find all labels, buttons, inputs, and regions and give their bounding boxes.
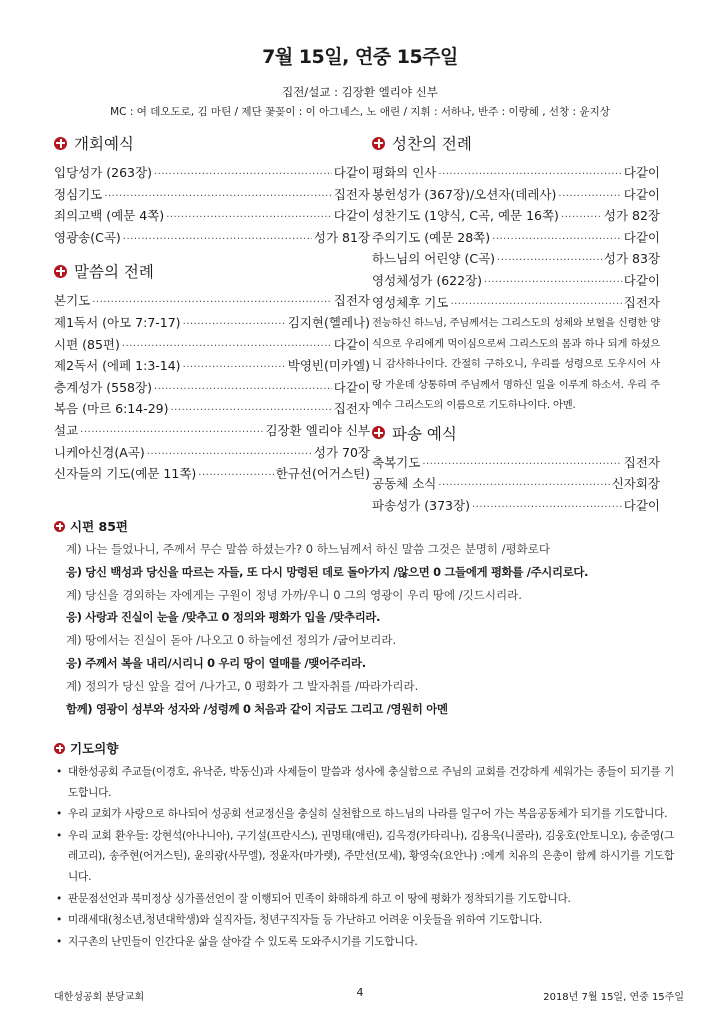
list-item: • 우리 교회가 사랑으로 하나되어 성공회 선교정신을 충실히 실천함으로 하느님의 나라를 일구어 가는 복음공동체가 되기를 기도합니다. bbox=[54, 804, 674, 825]
psalm-verse-leader: 계) 나는 들었나니, 주께서 무슨 말씀 하셨는가? 0 하느님께서 하신 말씀 그것은 분명히 /평화로다 bbox=[66, 542, 550, 556]
order-row bbox=[54, 442, 370, 464]
leader-dots bbox=[154, 379, 332, 401]
gathering-list bbox=[54, 162, 370, 248]
order-value: 한규선(어거스틴) bbox=[275, 466, 370, 482]
section-title: 시편 85편 bbox=[70, 519, 128, 534]
order-row bbox=[54, 377, 370, 399]
order-value: 다같이 bbox=[333, 165, 370, 180]
order-value: 신자회장 bbox=[611, 476, 660, 492]
order-label: 영광송(C곡) bbox=[54, 229, 121, 245]
left-column bbox=[54, 132, 370, 485]
psalm-verse-together: 함께) 영광이 성부와 성자와 /성령께 0 처음과 같이 지금도 그리고 /영원히 아멘 bbox=[66, 701, 448, 716]
list-item: • 대한성공회 주교들(이경호, 유낙준, 박동신)과 사제들이 말씀과 성사에 충실함으로 주님의 교회를 건강하게 세워가는 종들이 되기를 기도합니다. bbox=[54, 762, 674, 803]
leader-dots bbox=[497, 250, 602, 272]
post-communion-prayer: 전능하신 하느님, 주님께서는 그리스도의 성체와 보혈을 신령한 양식으로 우리에게 먹이심으로써 그리스도의 몸과 하나 되게 하셨으니 감사하나이다. 간절히 구하오니, 우리를 성령으로 도우시어 사랑 가운데 상통하며 주님께서 명하신 일을 이루게 하소서. 우리 주 예수 그리스도의 이름으로 기도하나이다. 아멘. bbox=[372, 317, 660, 412]
leader-dots bbox=[558, 186, 621, 208]
order-row bbox=[54, 162, 370, 184]
list-item: • 우리 교회 환우들: 강현석(아나니아), 구기설(프란시스), 권명태(애린), 김옥경(카타리나), 김용욱(니콜라), 김웅호(안토니오), 송준영(그레고리), 송주현(어거스틴), 윤의광(사무엘), 정윤자(마가렛), 주만선(모세), 황영숙(요안나) :에게 치유의 은총이 함께 하시기를 기도합니다. bbox=[54, 826, 674, 888]
order-row bbox=[54, 334, 370, 356]
order-value: 김지현(헬레나) bbox=[287, 314, 370, 330]
order-value: 성가 70장 bbox=[313, 444, 370, 460]
order-label: 영성체성가 (622장) bbox=[372, 272, 483, 288]
order-row bbox=[54, 420, 370, 442]
section-title: 기도의향 bbox=[70, 741, 119, 756]
leader-dots bbox=[438, 475, 609, 497]
order-value: 다같이 bbox=[623, 165, 660, 180]
leader-dots bbox=[80, 422, 263, 444]
leader-dots bbox=[154, 164, 332, 186]
order-label: 설교 bbox=[54, 422, 79, 438]
intentions-heading bbox=[54, 738, 674, 758]
order-label: 공동체 소식 bbox=[372, 476, 437, 492]
leader-dots bbox=[92, 292, 332, 314]
leader-dots bbox=[484, 272, 622, 294]
order-row bbox=[54, 312, 370, 334]
psalm-verse-response: 응) 당신 백성과 당신을 따르는 자들, 또 다시 망령된 데로 돌아가지 /않으면 0 그들에게 평화를 /주시리로다. bbox=[66, 564, 589, 579]
order-row bbox=[372, 205, 660, 227]
order-label: 신자들의 기도(예문 11쪽) bbox=[54, 466, 197, 482]
order-row bbox=[372, 270, 660, 292]
order-label: 시편 (85편) bbox=[54, 336, 120, 352]
leader-dots bbox=[561, 207, 602, 229]
cross-icon bbox=[372, 426, 385, 439]
order-value: 박영빈(미카엘) bbox=[287, 358, 370, 374]
order-row bbox=[54, 184, 370, 206]
order-row bbox=[372, 452, 660, 474]
cross-icon bbox=[54, 265, 67, 278]
order-row bbox=[54, 290, 370, 312]
order-value: 다같이 bbox=[623, 497, 660, 513]
leader-dots bbox=[147, 444, 312, 466]
order-row bbox=[372, 292, 660, 314]
psalm-verse-response: 응) 사랑과 진실이 눈을 /맞추고 0 정의와 평화가 입을 /맞추리라. bbox=[66, 610, 381, 625]
order-value: 집전자 bbox=[623, 454, 660, 470]
leader-dots bbox=[492, 229, 622, 251]
order-label: 복음 (마르 6:14-29) bbox=[54, 401, 169, 417]
word-heading bbox=[54, 260, 370, 282]
intentions-list bbox=[54, 762, 674, 952]
order-row bbox=[54, 227, 370, 249]
section-title: 말씀의 전례 bbox=[74, 263, 154, 282]
psalm-verse-response: 응) 주께서 복을 내리/시리니 0 우리 땅이 열매를 /맺어주리라. bbox=[66, 655, 366, 670]
footer-date: 2018년 7월 15일, 연중 15주일 bbox=[543, 992, 684, 1003]
order-label: 하느님의 어린양 (C곡) bbox=[372, 251, 496, 267]
cross-icon bbox=[54, 743, 65, 754]
order-value: 집전자 bbox=[623, 294, 660, 310]
right-column bbox=[372, 132, 660, 516]
order-value: 성가 81장 bbox=[313, 229, 370, 245]
order-value: 다같이 bbox=[623, 272, 660, 288]
order-label: 축복기도 bbox=[372, 454, 421, 470]
order-row bbox=[372, 184, 660, 206]
order-label: 입당성가 (263장) bbox=[54, 165, 152, 180]
order-label: 니케아신경(A곡) bbox=[54, 444, 145, 460]
order-value: 다같이 bbox=[333, 379, 370, 395]
order-label: 본기도 bbox=[54, 293, 91, 309]
order-value: 집전자 bbox=[333, 401, 370, 417]
celebrant-line: 집전/설교 : 김장환 엘리야 신부 bbox=[282, 85, 438, 99]
order-value: 김장환 엘리야 신부 bbox=[265, 422, 370, 438]
footer-church: 대한성공회 분당교회 bbox=[54, 992, 145, 1003]
dismissal-heading bbox=[372, 422, 660, 444]
leader-dots bbox=[104, 186, 331, 208]
leader-dots bbox=[123, 229, 312, 251]
word-list bbox=[54, 290, 370, 484]
dismissal-list bbox=[372, 452, 660, 517]
psalm-heading bbox=[54, 516, 674, 536]
order-row bbox=[372, 162, 660, 184]
order-row bbox=[54, 355, 370, 377]
order-row bbox=[54, 205, 370, 227]
leader-dots bbox=[183, 314, 286, 336]
order-row bbox=[54, 463, 370, 485]
order-label: 평화의 인사 bbox=[372, 165, 437, 180]
leader-dots bbox=[122, 336, 332, 358]
order-label: 봉헌성가 (367장)/오션자(데레사) bbox=[372, 186, 557, 202]
order-row bbox=[372, 473, 660, 495]
order-label: 영성체후 기도 bbox=[372, 294, 449, 310]
order-value: 다같이 bbox=[623, 229, 660, 245]
order-value: 집전자 bbox=[333, 186, 370, 202]
order-row bbox=[372, 248, 660, 270]
order-label: 성찬기도 (1양식, C곡, 예문 16쪽) bbox=[372, 208, 559, 224]
page-number: 4 bbox=[356, 986, 364, 999]
order-label: 주의기도 (예문 28쪽) bbox=[372, 229, 491, 245]
order-value: 다같이 bbox=[333, 336, 370, 352]
psalm-verse-leader: 계) 정의가 당신 앞을 걸어 /나가고, 0 평화가 그 발자취를 /따라가리라. bbox=[66, 678, 419, 693]
section-title: 파송 예식 bbox=[392, 424, 457, 443]
psalm-verse-leader: 계) 당신을 경외하는 자에게는 구원이 정녕 가까/우니 0 그의 영광이 우리 땅에 /깃드시리라. bbox=[66, 587, 522, 602]
prayer-intentions bbox=[54, 738, 674, 953]
roles-line: MC : 여 데오도로, 김 마틴 / 제단 꽃꽂이 : 이 아그네스, 노 애린 / 지휘 : 서하나, 반주 : 이랑혜 , 선창 : 윤지상 bbox=[110, 106, 610, 118]
order-row bbox=[372, 495, 660, 517]
order-label: 층계성가 (558장) bbox=[54, 379, 152, 395]
section-title: 성찬의 전례 bbox=[392, 135, 472, 153]
leader-dots bbox=[166, 207, 332, 229]
order-label: 죄의고백 (예문 4쪽) bbox=[54, 208, 165, 224]
list-item: • 판문점선언과 북미정상 싱가폴선언이 잘 이행되어 민족이 화해하게 하고 이 땅에 평화가 정착되기를 기도합니다. bbox=[54, 889, 674, 910]
leader-dots bbox=[422, 454, 621, 476]
cross-icon bbox=[54, 137, 67, 150]
order-label: 정심기도 bbox=[54, 186, 103, 202]
list-item: • 미래세대(청소년,청년대학생)와 실직자들, 청년구직자들 등 가난하고 어려운 이웃들을 위하여 기도합니다. bbox=[54, 910, 674, 931]
order-value: 성가 83장 bbox=[603, 251, 660, 267]
page-title: 7월 15일, 연중 15주일 bbox=[262, 46, 458, 68]
order-value: 집전자 bbox=[333, 293, 370, 309]
order-value: 다같이 bbox=[623, 186, 660, 202]
order-value: 다같이 bbox=[333, 208, 370, 224]
leader-dots bbox=[171, 400, 332, 422]
cross-icon bbox=[372, 137, 385, 150]
gathering-heading bbox=[54, 132, 370, 154]
order-row bbox=[54, 398, 370, 420]
psalm-verse-leader: 계) 땅에서는 진실이 돋아 /나오고 0 하늘에선 정의가 /굽어보리라. bbox=[66, 633, 397, 648]
psalm-section bbox=[54, 516, 674, 720]
cross-icon bbox=[54, 521, 65, 532]
section-title: 개회예식 bbox=[74, 135, 134, 153]
order-row bbox=[372, 227, 660, 249]
order-label: 제2독서 (에페 1:3-14) bbox=[54, 358, 181, 374]
leader-dots bbox=[198, 465, 273, 487]
order-label: 파송성가 (373장) bbox=[372, 497, 470, 513]
list-item: • 지구촌의 난민들이 인간다운 삶을 살아갈 수 있도록 도와주시기를 기도합니다. bbox=[54, 932, 674, 953]
leader-dots bbox=[450, 294, 621, 316]
order-value: 성가 82장 bbox=[603, 208, 660, 224]
order-label: 제1독서 (아모 7:7-17) bbox=[54, 314, 181, 330]
eucharist-list bbox=[372, 162, 660, 313]
eucharist-heading bbox=[372, 132, 660, 154]
leader-dots bbox=[183, 357, 286, 379]
leader-dots bbox=[438, 164, 621, 186]
